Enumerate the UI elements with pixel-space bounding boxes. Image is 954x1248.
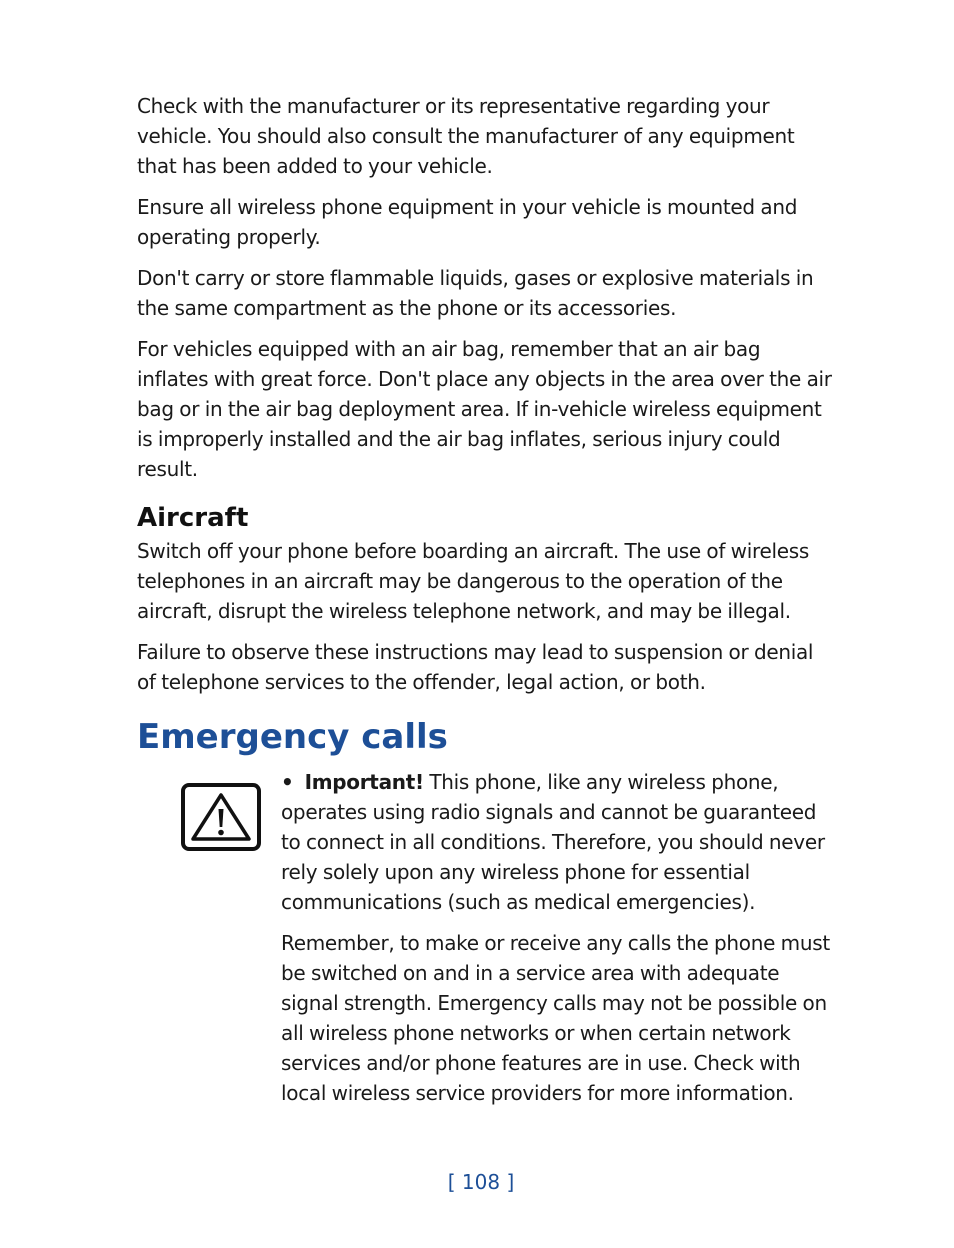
vehicle-paragraph-4: For vehicles equipped with an air bag, remember that an air bag inflates with great force. Don't place any objects in the area over the air bag or in the air bag deployment area. If in-vehicle wireless equipment is improperly installed and the air bag inflates, serious injury could result.	[137, 337, 832, 481]
important-label: Important!	[304, 770, 424, 794]
warning-triangle-icon	[181, 783, 261, 851]
vehicle-paragraph-1: Check with the manufacturer or its representative regarding your vehicle. You should also consult the manufacturer of any equipment that has been added to your vehicle.	[137, 94, 795, 178]
important-text: This phone, like any wireless phone, operates using radio signals and cannot be guaranteed to connect in all conditions. Therefore, you should never rely solely upon any wireless phone for essential communications (such as medical emergencies).	[281, 770, 825, 914]
vehicle-paragraph-3: Don't carry or store flammable liquids, gases or explosive materials in the same compartment as the phone or its accessories.	[137, 266, 814, 320]
aircraft-heading: Aircraft	[137, 503, 249, 533]
emergency-calls-heading: Emergency calls	[137, 717, 448, 757]
important-paragraph	[281, 767, 837, 917]
bullet-mark: •	[281, 770, 294, 794]
aircraft-paragraph-2: Failure to observe these instructions may lead to suspension or denial of telephone services to the offender, legal action, or both.	[137, 640, 814, 694]
page-number: [ 108 ]	[447, 1170, 515, 1194]
page-content	[137, 91, 837, 1119]
important-note	[137, 767, 837, 1108]
vehicle-paragraph-2: Ensure all wireless phone equipment in your vehicle is mounted and operating properly.	[137, 195, 798, 249]
aircraft-paragraph-1: Switch off your phone before boarding an aircraft. The use of wireless telephones in an aircraft may be dangerous to the operation of the aircraft, disrupt the wireless telephone network, and may be illegal.	[137, 539, 809, 623]
remember-paragraph: Remember, to make or receive any calls the phone must be switched on and in a service area with adequate signal strength. Emergency calls may not be possible on all wireless phone networks or when certain network services and/or phone features are in use. Check with local wireless service providers for more information.	[281, 931, 830, 1105]
